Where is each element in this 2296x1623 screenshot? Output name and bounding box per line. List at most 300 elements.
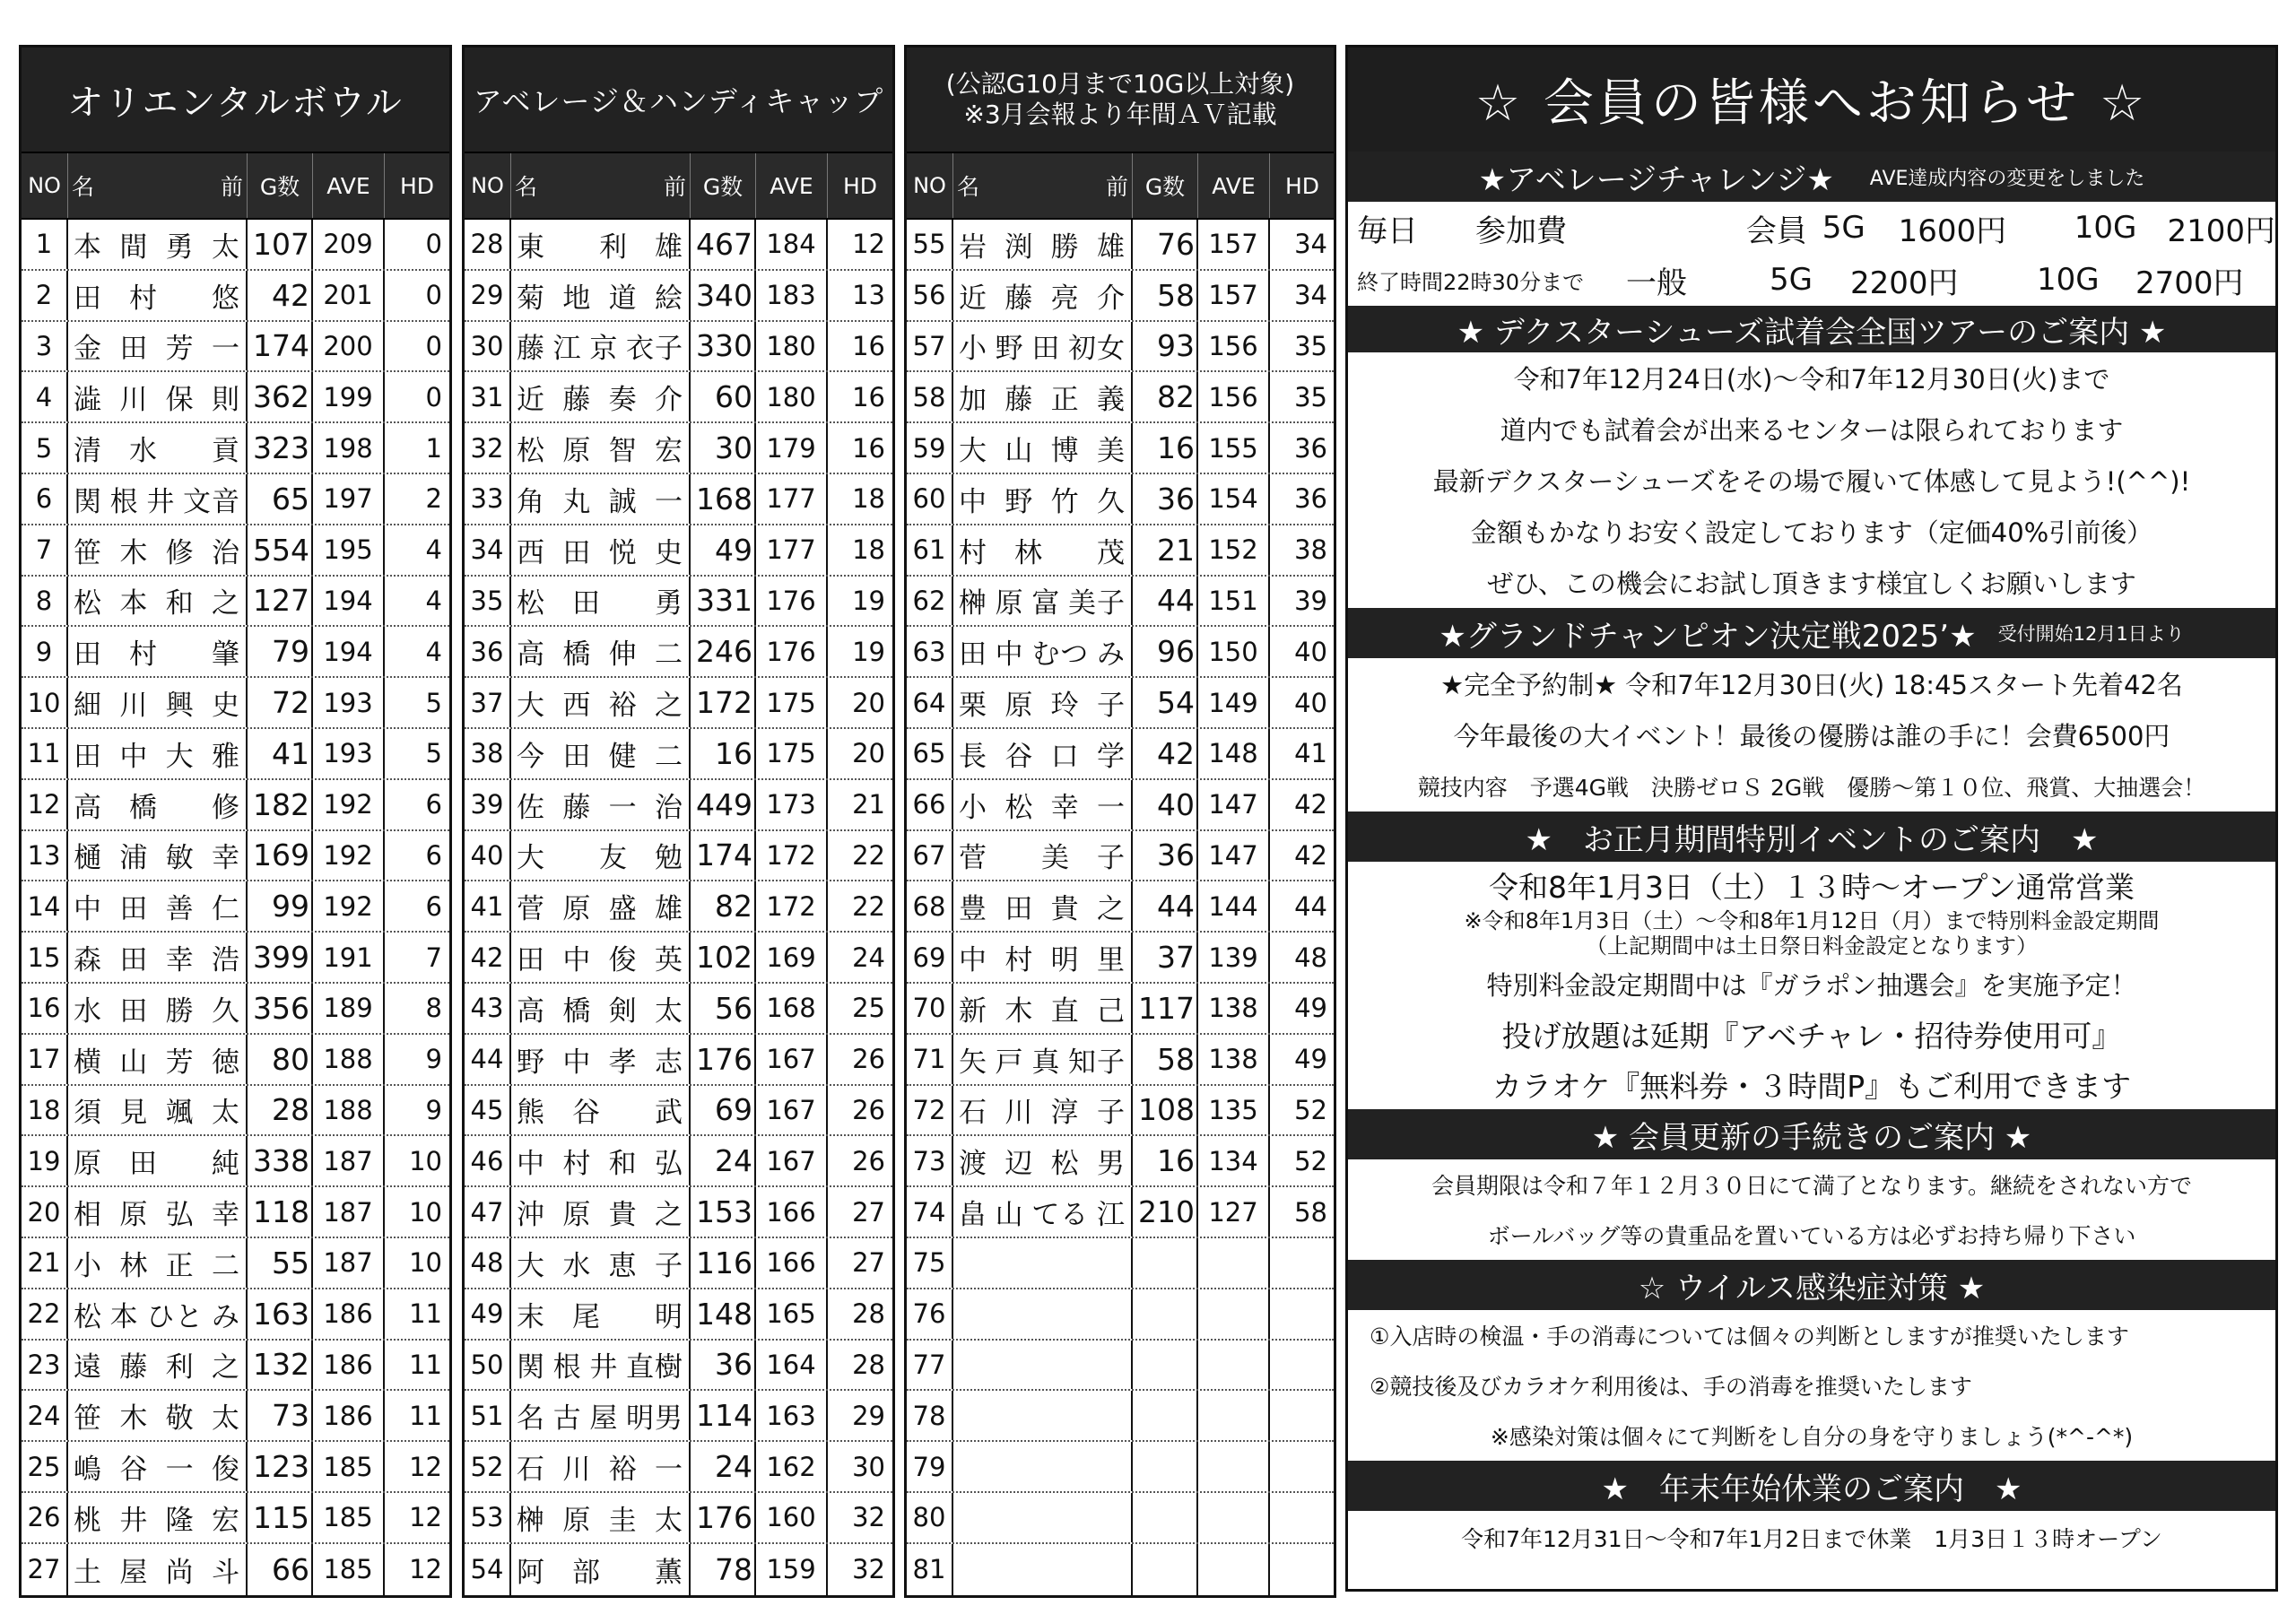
handicap: 49	[1294, 1044, 1327, 1075]
games-count: 69	[691, 1086, 756, 1135]
name-part: 林	[119, 1249, 149, 1282]
table-body	[907, 218, 1334, 1595]
average-score	[1198, 1442, 1270, 1491]
name-part: 史	[654, 536, 683, 569]
name-part: 間	[119, 230, 149, 264]
games-count	[1133, 1341, 1198, 1390]
average-score: 149	[1198, 678, 1270, 727]
games-count: 56	[691, 984, 756, 1033]
games-count: 72	[248, 678, 313, 727]
row-number: 24	[22, 1391, 68, 1440]
member-name	[953, 474, 1133, 524]
name-part: 玲	[1050, 690, 1080, 723]
table-row	[22, 1238, 449, 1289]
table-row	[22, 984, 449, 1035]
handicap: 38	[1294, 534, 1327, 566]
dexter-line-1: 令和7年12月24日(水)～令和7年12月30日(火)まで	[1513, 364, 2110, 395]
handicap: 27	[852, 1247, 885, 1279]
games-count: 340	[691, 271, 756, 320]
handicap: 52	[1294, 1145, 1327, 1176]
table-title-line-2: ※3月会報より年間ＡＶ記載	[963, 100, 1277, 129]
renewal-line-1: 会員期限は令和７年１２月３０日にて満了となります。継続をされない方で	[1431, 1173, 2192, 1199]
name-part: 菊	[517, 282, 545, 315]
name-part: 芳	[165, 1046, 195, 1079]
fee-member-10g-price: 2100円	[2167, 213, 2275, 249]
name-part: 仁	[211, 893, 240, 926]
name-part: 善	[165, 893, 195, 926]
handicap: 7	[425, 942, 442, 973]
average-score	[1198, 1289, 1270, 1339]
name-part: 江	[1096, 1199, 1126, 1232]
name-part: 末	[517, 1300, 545, 1333]
member-name	[511, 1493, 691, 1542]
games-count: 210	[1133, 1187, 1198, 1237]
row-number: 59	[907, 423, 953, 473]
table-row	[465, 729, 892, 780]
row-number: 47	[465, 1187, 511, 1237]
average-score	[1198, 1238, 1270, 1288]
table-row	[22, 525, 449, 577]
handicap: 28	[852, 1349, 885, 1380]
average-score: 186	[313, 1289, 385, 1339]
name-part: 金	[74, 333, 102, 366]
handicap: 4	[425, 585, 442, 616]
average-score: 192	[313, 881, 385, 931]
name-part: 井	[589, 1351, 619, 1384]
dexter-line-5: ぜひ、この機会にお試し頂きます様宜しくお願いします	[1487, 568, 2136, 599]
table-row	[907, 423, 1334, 474]
games-count	[1133, 1289, 1198, 1339]
grand-line-2: 今年最後の大イベント！最後の優勝は誰の手に！会費6500円	[1453, 721, 2170, 751]
name-part: 田	[119, 994, 149, 1028]
ranking-table-1	[19, 45, 452, 1598]
member-name	[68, 1442, 248, 1491]
notice-panel	[1345, 45, 2278, 1592]
member-name	[68, 1289, 248, 1339]
games-count	[1133, 1493, 1198, 1542]
member-name	[511, 1341, 691, 1390]
name-part: 富	[1031, 587, 1061, 621]
table-title-text: アベレージ＆ハンディキャップ	[473, 84, 884, 118]
row-number: 8	[22, 577, 68, 626]
member-name	[68, 577, 248, 626]
name-part: 村	[959, 536, 987, 569]
games-count: 24	[691, 1136, 756, 1185]
name-part: 新	[959, 994, 987, 1028]
handicap: 12	[409, 1554, 442, 1585]
handicap: 40	[1294, 636, 1327, 667]
row-number: 37	[465, 678, 511, 727]
newyear-line-2: ※令和8年1月3日（土）～令和8年1月12日（月）まで特別料金設定期間	[1464, 908, 2160, 933]
handicap: 22	[852, 839, 885, 871]
name-part: 大	[517, 842, 545, 875]
name-part: 真	[1031, 1046, 1061, 1079]
member-name	[68, 423, 248, 473]
name-part: 大	[517, 1249, 545, 1282]
table-row	[907, 1086, 1334, 1137]
name-part: むつ	[1031, 638, 1090, 672]
table-body	[465, 218, 892, 1595]
name-part: 貴	[608, 1199, 638, 1232]
name-part: 菅	[959, 842, 987, 875]
name-part: 尾	[572, 1300, 601, 1333]
name-part: 原	[562, 1199, 592, 1232]
handicap: 13	[852, 280, 885, 311]
handicap: 32	[852, 1502, 885, 1533]
fee-member-label: 会員	[1745, 213, 1807, 249]
member-name	[68, 1136, 248, 1185]
table-row	[907, 1391, 1334, 1442]
name-part: 久	[211, 994, 240, 1028]
table-row	[465, 831, 892, 882]
name-part: 正	[1050, 384, 1080, 417]
name-part: 俊	[211, 1454, 240, 1487]
row-number: 29	[465, 271, 511, 320]
name-part: 薫	[655, 1556, 683, 1589]
table-row	[465, 577, 892, 628]
average-score: 179	[756, 423, 828, 473]
row-number: 3	[22, 322, 68, 371]
average-score: 163	[756, 1391, 828, 1440]
name-part: 弘	[165, 1199, 195, 1232]
name-part: 加	[959, 384, 987, 417]
average-score: 188	[313, 1086, 385, 1135]
name-part: 村	[562, 1148, 592, 1181]
row-number: 65	[907, 729, 953, 778]
handicap: 36	[1294, 432, 1327, 464]
name-part: 興	[165, 690, 195, 723]
name-part: 義	[1096, 384, 1126, 417]
games-count: 55	[248, 1238, 313, 1288]
row-number: 43	[465, 984, 511, 1033]
name-part: 近	[517, 384, 545, 417]
table-title	[465, 48, 892, 152]
average-score: 168	[756, 984, 828, 1033]
name-part: 子	[654, 1249, 683, 1282]
average-score: 172	[756, 881, 828, 931]
member-name	[511, 627, 691, 676]
member-name	[68, 933, 248, 982]
member-name	[68, 322, 248, 371]
games-count	[1133, 1238, 1198, 1288]
name-part: 森	[74, 944, 102, 977]
name-part: 淳	[1050, 1097, 1080, 1130]
handicap: 0	[425, 280, 442, 311]
avg-challenge-band	[1348, 152, 2275, 202]
name-part: 田	[1004, 893, 1034, 926]
name-part: 見	[119, 1097, 149, 1130]
name-part: 保	[165, 384, 195, 417]
average-score: 187	[313, 1136, 385, 1185]
name-part: 戸	[995, 1046, 1024, 1079]
average-score: 192	[313, 780, 385, 829]
name-part: 文音	[182, 485, 240, 518]
fee-close-time: 終了時間22時30分まで	[1357, 269, 1585, 295]
row-number: 52	[465, 1442, 511, 1491]
name-part: 太	[654, 1504, 683, 1537]
member-name	[68, 372, 248, 421]
table-row	[465, 1136, 892, 1187]
row-number: 36	[465, 627, 511, 676]
row-number: 69	[907, 933, 953, 982]
row-number: 61	[907, 525, 953, 575]
name-part: 介	[654, 384, 683, 417]
row-number: 63	[907, 627, 953, 676]
row-number: 51	[465, 1391, 511, 1440]
games-count: 60	[691, 372, 756, 421]
row-number: 19	[22, 1136, 68, 1185]
name-part: 江	[552, 333, 582, 366]
name-part: 川	[1004, 1097, 1034, 1130]
handicap: 35	[1294, 330, 1327, 361]
header-games: G数	[1133, 153, 1198, 218]
games-count: 153	[691, 1187, 756, 1237]
virus-title: ☆ ウイルス感染症対策 ★	[1638, 1270, 1986, 1306]
member-name	[953, 984, 1133, 1033]
fee-member-10g: 10G	[2074, 210, 2137, 246]
average-score: 195	[313, 525, 385, 575]
newyear-line-6: カラオケ『無料券・３時間P』もご利用できます	[1492, 1068, 2132, 1104]
name-part: 笹	[74, 536, 102, 569]
name-part: 田	[1031, 333, 1061, 366]
name-part: 俊	[608, 944, 638, 977]
row-number: 76	[907, 1289, 953, 1339]
name-part: 藤	[119, 1351, 149, 1384]
table-row	[907, 881, 1334, 933]
member-name	[511, 271, 691, 320]
games-count: 132	[248, 1341, 313, 1390]
name-part: 川	[119, 384, 149, 417]
row-number: 54	[465, 1544, 511, 1595]
header-name-right: 前	[663, 174, 686, 200]
row-number: 41	[465, 881, 511, 931]
name-part: ひと	[146, 1300, 204, 1333]
average-score: 176	[756, 627, 828, 676]
row-number: 31	[465, 372, 511, 421]
name-part: 水	[562, 1249, 592, 1282]
name-part: 野	[1004, 485, 1034, 518]
row-number: 4	[22, 372, 68, 421]
average-score: 148	[1198, 729, 1270, 778]
name-part: 原	[562, 893, 592, 926]
member-name	[511, 577, 691, 626]
name-part: 辺	[1004, 1148, 1034, 1181]
row-number: 78	[907, 1391, 953, 1440]
name-part: 佐	[517, 791, 545, 824]
table-row	[22, 1035, 449, 1086]
handicap: 42	[1294, 839, 1327, 871]
games-count: 107	[248, 220, 313, 269]
table-row	[907, 1341, 1334, 1392]
member-name	[511, 1035, 691, 1084]
handicap: 5	[425, 687, 442, 718]
games-count: 16	[1133, 1136, 1198, 1185]
member-name	[953, 1238, 1133, 1288]
name-part: 史	[211, 690, 240, 723]
name-part: 熊	[517, 1097, 545, 1130]
table-row	[465, 322, 892, 373]
dexter-title: ★ デクスターシューズ試着会全国ツアーのご案内 ★	[1457, 314, 2167, 351]
name-part: 水	[129, 435, 158, 468]
average-score: 151	[1198, 577, 1270, 626]
table-row	[465, 1493, 892, 1544]
name-part: 博	[1050, 435, 1080, 468]
name-part: 大	[517, 690, 545, 723]
name-part: 中	[517, 1148, 545, 1181]
name-part: 橋	[562, 638, 592, 672]
table-row	[22, 780, 449, 831]
name-part: 和	[608, 1148, 638, 1181]
table-row	[22, 933, 449, 984]
name-part: 野	[517, 1046, 545, 1079]
name-part: 道	[608, 282, 638, 315]
member-name	[511, 474, 691, 524]
name-part: 茂	[1097, 536, 1126, 569]
games-count: 174	[248, 322, 313, 371]
name-part: 勝	[1050, 230, 1080, 264]
row-number: 26	[22, 1493, 68, 1542]
name-part: 修	[212, 791, 240, 824]
name-part: 明男	[625, 1402, 683, 1436]
average-score: 192	[313, 831, 385, 881]
name-part: 橋	[129, 791, 158, 824]
handicap: 18	[852, 534, 885, 566]
handicap: 8	[425, 993, 442, 1024]
header-no: NO	[465, 153, 511, 218]
member-name	[68, 1086, 248, 1135]
name-part: 一	[654, 485, 683, 518]
name-part: 井	[146, 485, 176, 518]
member-name	[953, 1187, 1133, 1237]
table-row	[465, 1341, 892, 1392]
member-name	[953, 423, 1133, 473]
name-part: 之	[654, 690, 683, 723]
name-part: 田	[119, 893, 149, 926]
row-number: 74	[907, 1187, 953, 1237]
name-part: 悦	[608, 536, 638, 569]
name-part: 田	[562, 740, 592, 773]
name-part: 直樹	[625, 1351, 683, 1384]
average-score: 127	[1198, 1187, 1270, 1237]
games-count: 362	[248, 372, 313, 421]
handicap	[1270, 1493, 1335, 1542]
header-no: NO	[907, 153, 953, 218]
name-part: 美	[1041, 842, 1070, 875]
name-part: 田	[74, 282, 102, 315]
header-name	[511, 153, 691, 218]
handicap: 39	[1294, 585, 1327, 616]
name-part: 絵	[654, 282, 683, 315]
fee-general-10g-price: 2700円	[2135, 265, 2244, 301]
handicap: 9	[425, 1044, 442, 1075]
table-row	[465, 372, 892, 423]
row-number: 57	[907, 322, 953, 371]
average-score: 175	[756, 678, 828, 727]
name-part: 松	[517, 435, 545, 468]
member-name	[953, 780, 1133, 829]
games-count: 78	[691, 1544, 756, 1595]
member-name	[68, 1035, 248, 1084]
table-row	[22, 271, 449, 322]
name-part: 川	[119, 690, 149, 723]
name-part: 里	[1096, 944, 1126, 977]
name-part: 斗	[211, 1556, 240, 1589]
games-count: 41	[248, 729, 313, 778]
table-row	[22, 627, 449, 678]
fee-member-5g-price: 1600円	[1898, 213, 2007, 249]
row-number: 28	[465, 220, 511, 269]
handicap: 11	[409, 1349, 442, 1380]
name-part: 山	[995, 1199, 1024, 1232]
member-name	[953, 729, 1133, 778]
handicap	[1270, 1289, 1335, 1339]
handicap: 52	[1294, 1094, 1327, 1125]
name-part: 一	[654, 1454, 683, 1487]
name-part: 野	[995, 333, 1024, 366]
table-row	[22, 1493, 449, 1544]
handicap: 26	[852, 1094, 885, 1125]
table-row	[907, 729, 1334, 780]
handicap: 10	[409, 1247, 442, 1279]
name-part: 明	[1050, 944, 1080, 977]
name-part: 二	[654, 740, 683, 773]
table-row	[22, 1136, 449, 1187]
games-count: 93	[1133, 322, 1198, 371]
row-number: 81	[907, 1544, 953, 1595]
header-handicap: HD	[399, 172, 435, 199]
handicap: 34	[1294, 229, 1327, 260]
games-count: 36	[1133, 831, 1198, 881]
newyear-line-5: 投げ放題は延期『アベチャレ・招待券使用可』	[1501, 1018, 2122, 1054]
row-number: 32	[465, 423, 511, 473]
games-count: 65	[248, 474, 313, 524]
name-part: 浦	[119, 842, 149, 875]
name-part: 谷	[1004, 740, 1034, 773]
name-part: 屋	[119, 1556, 149, 1589]
games-count: 399	[248, 933, 313, 982]
average-score: 191	[313, 933, 385, 982]
member-name	[68, 1493, 248, 1542]
table-row	[22, 1442, 449, 1493]
name-part: 田	[959, 638, 987, 672]
member-name	[68, 729, 248, 778]
table-row	[465, 933, 892, 984]
handicap	[1270, 1238, 1335, 1288]
name-part: 勉	[655, 842, 683, 875]
handicap: 42	[1294, 789, 1327, 820]
handicap: 1	[425, 432, 442, 464]
average-score: 188	[313, 1035, 385, 1084]
handicap: 6	[425, 789, 442, 820]
name-part: 村	[129, 638, 158, 672]
handicap: 12	[409, 1502, 442, 1533]
name-part: 山	[1004, 435, 1034, 468]
member-name	[953, 220, 1133, 269]
header-average: AVE	[1198, 153, 1270, 218]
name-part: 太	[654, 994, 683, 1028]
games-count: 118	[248, 1187, 313, 1237]
table-row	[907, 1136, 1334, 1187]
handicap: 4	[425, 636, 442, 667]
row-number: 11	[22, 729, 68, 778]
games-count: 66	[248, 1544, 313, 1595]
name-part: 松	[74, 587, 102, 621]
row-number: 15	[22, 933, 68, 982]
row-number: 5	[22, 423, 68, 473]
average-score: 167	[756, 1136, 828, 1185]
table-title	[907, 48, 1334, 152]
row-number: 1	[22, 220, 68, 269]
